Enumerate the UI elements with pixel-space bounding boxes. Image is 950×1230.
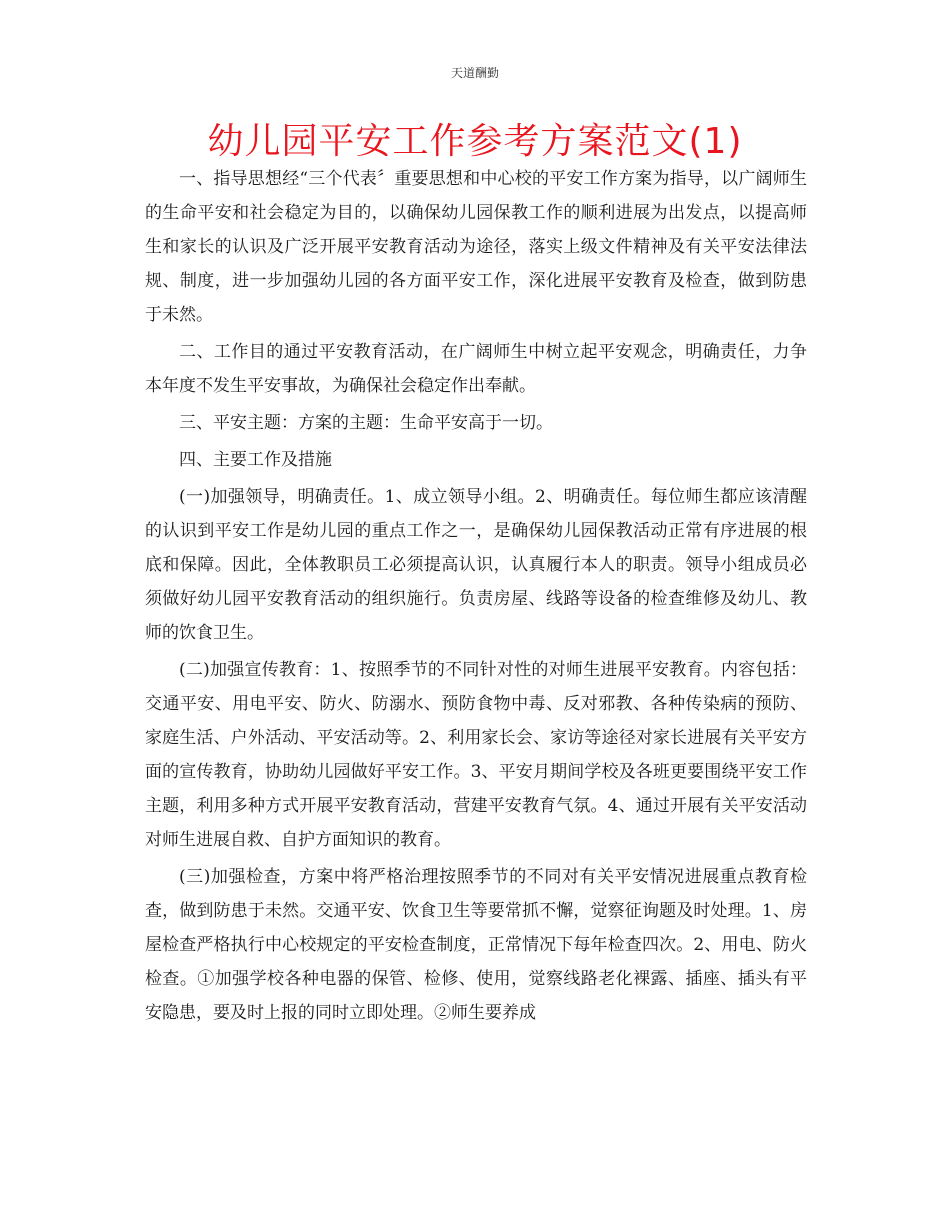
paragraph-publicity-education: (二)加强宣传教育：1、按照季节的不同针对性的对师生进展平安教育。内容包括：交通平安、用电平安、防火、防溺水、预防食物中毒、反对邪教、各种传染病的预防、家庭生活、户外活动、平安活动等。2、利用家长会、家访等途径对家长进展有关平安方面的宣传教育，协助幼儿园做好平安工作。3、平安月期间学校及各班更要围绕平安工作主题，利用多种方式开展平安教育活动，营建平安教育气氛。4、通过开展有关平安活动对师生进展自救、自护方面知识的教育。 — [145, 660, 807, 850]
document-title: 幼儿园平安工作参考方案范文(1) — [207, 121, 743, 162]
paragraph-safety-theme: 三、平安主题：方案的主题：生命平安高于一切。 — [179, 413, 553, 433]
paragraph-leadership: (一)加强领导，明确责任。1、成立领导小组。2、明确责任。每位师生都应该清醒的认识到平安工作是幼儿园的重点工作之一，是确保幼儿园保教活动正常有序进展的根底和保障。因此，全体教职员工必须提高认识，认真履行本人的职责。领导小组成员必须做好幼儿园平安教育活动的组织施行。负责房屋、线路等设备的检查维修及幼儿、教师的饮食卫生。 — [145, 487, 807, 643]
document-body — [145, 162, 807, 1033]
paragraph-guiding-ideology: 一、指导思想经“三个代表〞重要思想和中心校的平安工作方案为指导，以广阔师生的生命平安和社会稳定为目的，以确保幼儿园保教工作的顺利进展为出发点，以提高师生和家长的认识及广泛开展平安教育活动为途径，落实上级文件精神及有关平安法律法规、制度，进一步加强幼儿园的各方面平安工作，深化进展平安教育及检查，做到防患于未然。 — [145, 169, 807, 325]
paragraph-work-objective: 二、工作目的通过平安教育活动，在广阔师生中树立起平安观念，明确责任，力争本年度不发生平安事故，为确保社会稳定作出奉献。 — [145, 342, 807, 396]
paragraph-inspection: (三)加强检查，方案中将严格治理按照季节的不同对有关平安情况进展重点教育检查，做到防患于未然。交通平安、饮食卫生等要常抓不懈，觉察征询题及时处理。1、房屋检查严格执行中心校规定的平安检查制度，正常情况下每年检查四次。2、用电、防火检查。①加强学校各种电器的保管、检修、使用，觉察线路老化裸露、插座、插头有平安隐患，要及时上报的同时立即处理。②师生要养成 — [145, 867, 807, 1023]
paragraph-main-work-heading: 四、主要工作及措施 — [179, 450, 332, 470]
page-header: 天道酬勤 — [450, 66, 499, 80]
